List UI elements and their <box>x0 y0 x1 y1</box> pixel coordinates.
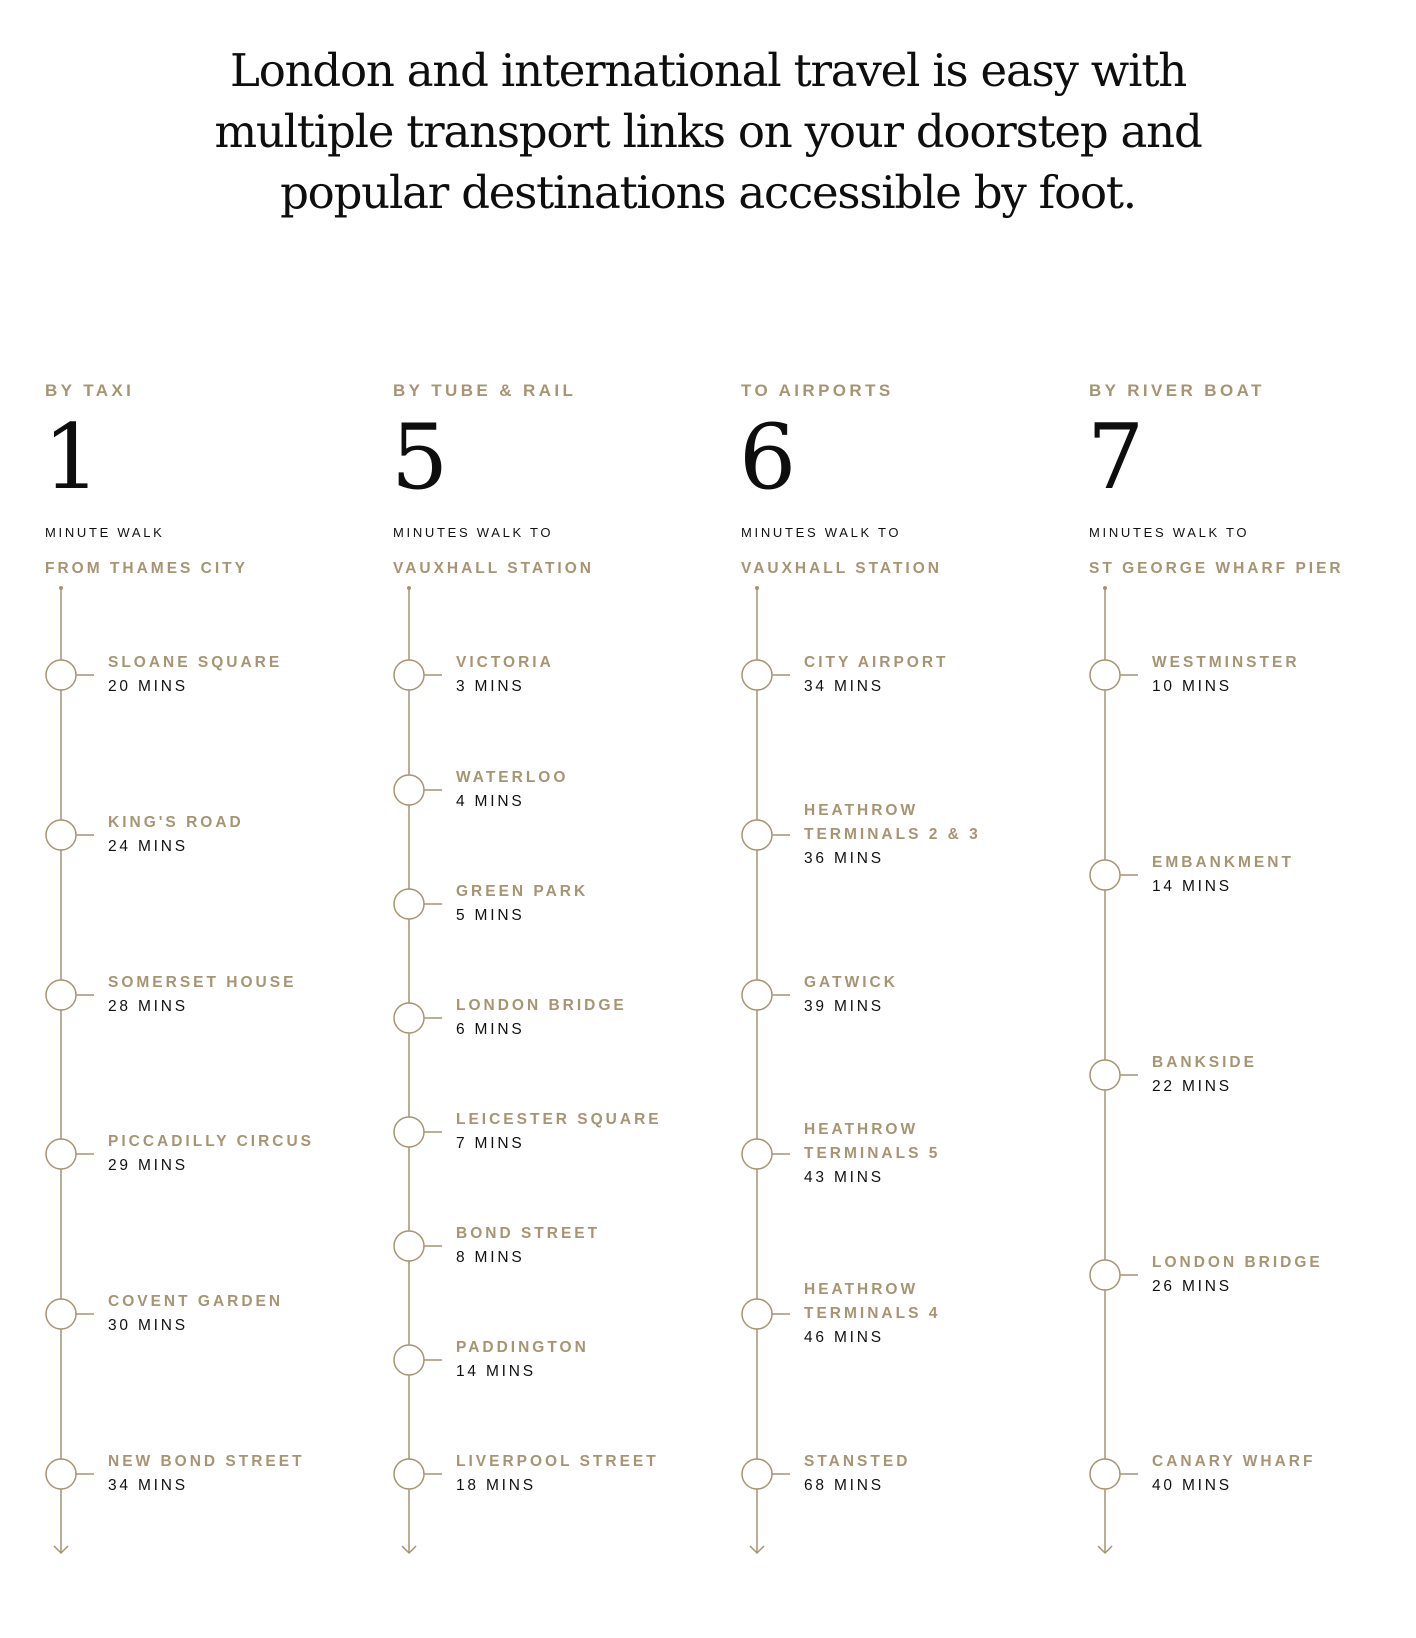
column-to-airports <box>741 0 1081 1638</box>
stop-name: LONDON BRIDGE <box>1152 1254 1323 1271</box>
stop-time: 20 MINS <box>108 678 188 695</box>
stop-marker <box>46 1299 76 1329</box>
stop-name: CANARY WHARF <box>1152 1453 1316 1470</box>
walk-caption: MINUTES WALK TO <box>741 525 902 540</box>
stop-time: 29 MINS <box>108 1157 188 1174</box>
minutes-number: 6 <box>739 405 795 510</box>
stop-time: 5 MINS <box>456 907 525 924</box>
mode-title: BY RIVER BOAT <box>1089 381 1265 400</box>
stop-name: KING'S ROAD <box>108 814 244 831</box>
origin-label: FROM THAMES CITY <box>45 560 248 577</box>
stop-time: 18 MINS <box>456 1477 536 1494</box>
stop-name: STANSTED <box>804 1453 911 1470</box>
stop-time: 30 MINS <box>108 1317 188 1334</box>
stop-marker <box>1090 660 1120 690</box>
origin-label: VAUXHALL STATION <box>393 560 594 577</box>
stop-name: NEW BOND STREET <box>108 1453 305 1470</box>
stop-marker <box>46 1139 76 1169</box>
stop-time: 24 MINS <box>108 838 188 855</box>
stop-name: WATERLOO <box>456 769 569 786</box>
stop-name: BANKSIDE <box>1152 1054 1257 1071</box>
stop-name: COVENT GARDEN <box>108 1293 284 1310</box>
stop-name: SLOANE SQUARE <box>108 654 283 671</box>
stop-time: 3 MINS <box>456 678 525 695</box>
stop-time: 22 MINS <box>1152 1078 1232 1095</box>
stop-marker <box>742 1459 772 1489</box>
mode-title: TO AIRPORTS <box>741 381 894 400</box>
stop-name: PADDINGTON <box>456 1339 589 1356</box>
walk-caption: MINUTES WALK TO <box>1089 525 1250 540</box>
origin-label: VAUXHALL STATION <box>741 560 942 577</box>
stop-marker <box>742 1299 772 1329</box>
stop-marker <box>394 889 424 919</box>
stop-name: HEATHROW <box>804 802 919 819</box>
stop-time: 8 MINS <box>456 1249 525 1266</box>
stop-name: CITY AIRPORT <box>804 654 949 671</box>
column-by-river-boat <box>1089 0 1416 1638</box>
stop-time: 4 MINS <box>456 793 525 810</box>
stop-marker <box>1090 860 1120 890</box>
stop-name: SOMERSET HOUSE <box>108 974 297 991</box>
stop-time: 7 MINS <box>456 1135 525 1152</box>
stop-marker <box>394 1345 424 1375</box>
stop-marker <box>46 1459 76 1489</box>
walk-caption: MINUTES WALK TO <box>393 525 554 540</box>
timeline <box>393 0 733 1638</box>
stop-name: PICCADILLY CIRCUS <box>108 1133 315 1150</box>
stop-name: HEATHROW <box>804 1121 919 1138</box>
stop-name: LEICESTER SQUARE <box>456 1111 662 1128</box>
minutes-number: 1 <box>43 405 99 510</box>
timeline <box>1089 0 1416 1638</box>
stop-time: 34 MINS <box>804 678 884 695</box>
stop-time: 26 MINS <box>1152 1278 1232 1295</box>
stop-marker <box>742 820 772 850</box>
stop-marker <box>394 1003 424 1033</box>
stop-name: TERMINALS 2 & 3 <box>804 826 981 843</box>
stop-time: 46 MINS <box>804 1329 884 1346</box>
column-by-taxi <box>45 0 385 1638</box>
stop-name: TERMINALS 5 <box>804 1145 941 1162</box>
minutes-number: 5 <box>391 405 447 510</box>
mode-title: BY TUBE & RAIL <box>393 381 577 400</box>
stop-name: TERMINALS 4 <box>804 1305 941 1322</box>
mode-title: BY TAXI <box>45 381 135 400</box>
stop-time: 10 MINS <box>1152 678 1232 695</box>
stop-marker <box>1090 1260 1120 1290</box>
stop-time: 6 MINS <box>456 1021 525 1038</box>
stop-marker <box>46 820 76 850</box>
stop-name: LONDON BRIDGE <box>456 997 627 1014</box>
stop-marker <box>394 660 424 690</box>
stop-marker <box>394 1459 424 1489</box>
page-headline: London and international travel is easy with multiple transport links on your doorstep and popular destinations accessible by foot. <box>214 44 1202 219</box>
stop-marker <box>394 775 424 805</box>
stop-time: 68 MINS <box>804 1477 884 1494</box>
walk-caption: MINUTE WALK <box>45 525 165 540</box>
stop-name: VICTORIA <box>456 654 554 671</box>
stop-marker <box>1090 1060 1120 1090</box>
stop-time: 36 MINS <box>804 850 884 867</box>
stop-marker <box>46 660 76 690</box>
stop-marker <box>742 980 772 1010</box>
minutes-number: 7 <box>1087 405 1143 510</box>
stop-name: LIVERPOOL STREET <box>456 1453 659 1470</box>
origin-label: ST GEORGE WHARF PIER <box>1089 560 1344 577</box>
stop-time: 40 MINS <box>1152 1477 1232 1494</box>
stop-time: 43 MINS <box>804 1169 884 1186</box>
stop-time: 28 MINS <box>108 998 188 1015</box>
stop-time: 34 MINS <box>108 1477 188 1494</box>
stop-name: EMBANKMENT <box>1152 854 1294 871</box>
stop-time: 39 MINS <box>804 998 884 1015</box>
stop-name: BOND STREET <box>456 1225 601 1242</box>
stop-name: GREEN PARK <box>456 883 589 900</box>
stop-name: WESTMINSTER <box>1152 654 1300 671</box>
stop-marker <box>742 1139 772 1169</box>
stop-time: 14 MINS <box>1152 878 1232 895</box>
column-by-tube-and-rail <box>393 0 733 1638</box>
stop-marker <box>1090 1459 1120 1489</box>
stop-marker <box>46 980 76 1010</box>
stop-name: GATWICK <box>804 974 898 991</box>
stop-marker <box>394 1117 424 1147</box>
stop-marker <box>742 660 772 690</box>
stop-time: 14 MINS <box>456 1363 536 1380</box>
stop-marker <box>394 1231 424 1261</box>
stop-name: HEATHROW <box>804 1281 919 1298</box>
